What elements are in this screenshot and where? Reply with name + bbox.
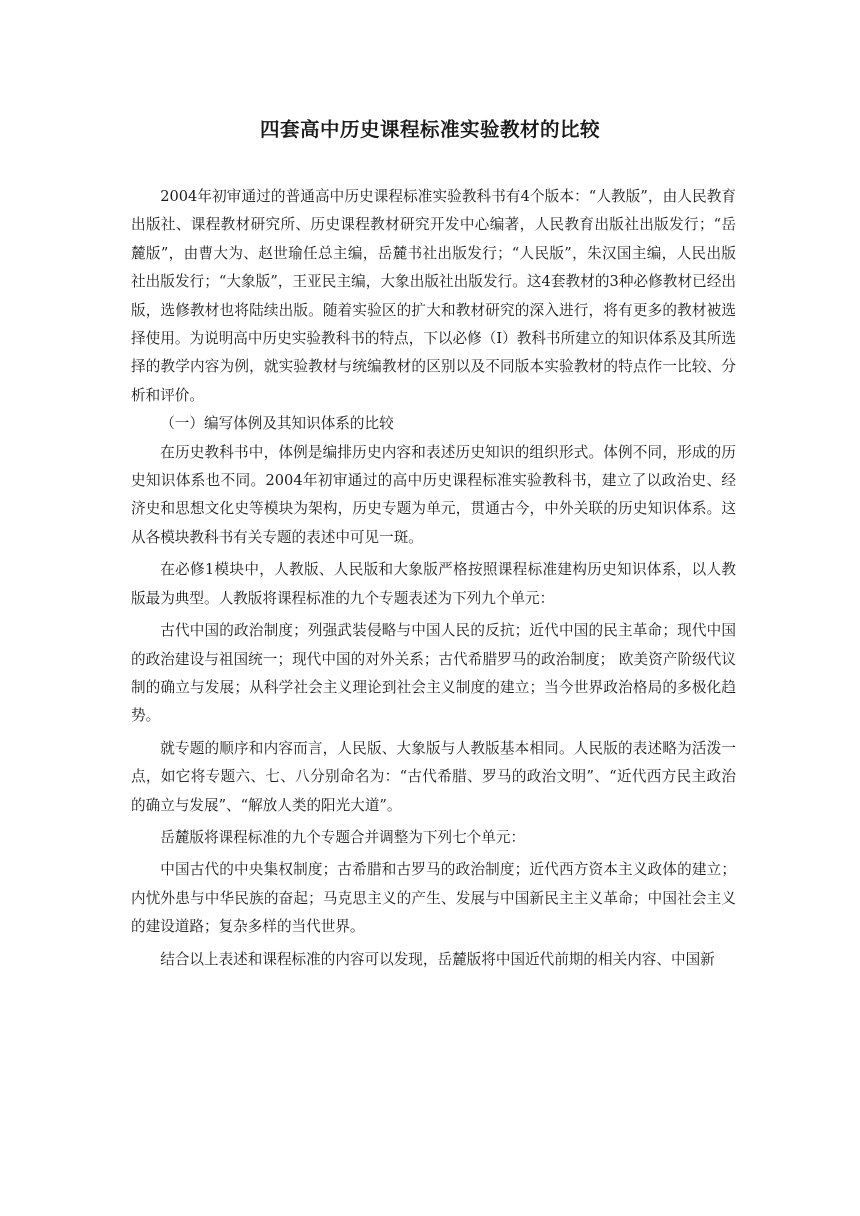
document-title: 四套高中历史课程标准实验教材的比较 (259, 118, 600, 141)
paragraph-compulsory-1: 在必修1模块中，人教版、人民版和大象版严格按照课程标准建构历史知识体系，以人教版最为典型。人教版将课程标准的九个专题表述为下列九个单元： (131, 561, 736, 607)
document-body (131, 183, 736, 974)
paragraph-order-content: 就专题的顺序和内容而言，人民版、大象版与人教版基本相同。人民版的表述略为活泼一点，如它将专题六、七、八分别命名为：“古代希腊、罗马的政治文明”、“近代西方民主政治的确立与发展”、“解放人类的阳光大道”。 (131, 739, 736, 814)
paragraph-yuelu-units: 中国古代的中央集权制度；古希腊和古罗马的政治制度；近代西方资本主义政体的建立；内忧外患与中华民族的奋起；马克思主义的产生、发展与中国新民主主义革命；中国社会主义的建设道路；复杂多样的当代世界。 (131, 861, 736, 936)
section-heading-1: （一）编写体例及其知识体系的比较 (160, 415, 394, 433)
paragraph-renjiao-units: 古代中国的政治制度；列强武装侵略与中国人民的反抗；近代中国的民主革命；现代中国的政治建设与祖国统一；现代中国的对外关系；古代希腊罗马的政治制度； 欧美资产阶级代议制的确立与发展；从科学社会主义理论到社会主义制度的建立；当今世界政治格局的多极化趋势。 (131, 622, 736, 725)
paragraph-intro: 2004年初审通过的普通高中历史课程标准实验教科书有4个版本：“人教版”，由人民教育出版社、课程教材研究所、历史课程教材研究开发中心编著，人民教育出版社出版发行；“岳麓版”，由曹大为、赵世瑜任总主编，岳麓书社出版发行；“人民版”，朱汉国主编，人民出版社出版发行；“大象版”，王亚民主编，大象出版社出版发行。这4套教材的3种必修教材已经出版，选修教材也将陆续出版。随着实验区的扩大和教材研究的深入进行，将有更多的教材被选择使用。为说明高中历史实验教科书的特点，下以必修（Ⅰ）教科书所建立的知识体系及其所选择的教学内容为例，就实验教材与统编教材的区别以及不同版本实验教材的特点作一比较、分析和评价。 (131, 188, 736, 404)
paragraph-style-system: 在历史教科书中，体例是编排历史内容和表述历史知识的组织形式。体例不同，形成的历史知识体系也不同。2004年初审通过的高中历史课程标准实验教科书，建立了以政治史、经济史和思想文化史等模块为架构，历史专题为单元，贯通古今，中外关联的历史知识体系。这从各模块教科书有关专题的表述中可见一斑。 (131, 443, 736, 546)
paragraph-yuelu-intro: 岳麓版将课程标准的九个专题合并调整为下列七个单元： (160, 828, 526, 846)
paragraph-conclusion: 结合以上表述和课程标准的内容可以发现，岳麓版将中国近代前期的相关内容、中国新 (160, 950, 715, 968)
